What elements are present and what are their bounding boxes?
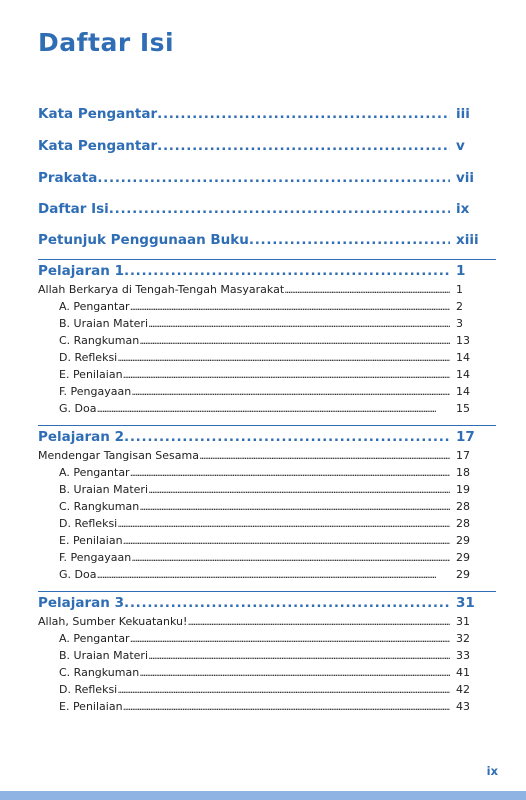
toc-entry-page: 18 bbox=[456, 466, 470, 479]
toc-entry-label: C. Rangkuman bbox=[59, 666, 140, 679]
toc-entry-page: 29 bbox=[456, 551, 470, 564]
toc-entry-label: Petunjuk Penggunaan Buku bbox=[38, 232, 249, 248]
toc-subentry[interactable] bbox=[38, 483, 496, 496]
toc-entry-page: 14 bbox=[456, 351, 470, 364]
page-number: ix bbox=[486, 764, 498, 778]
dot-leader bbox=[139, 500, 450, 513]
toc-lesson-1-subtitle[interactable] bbox=[38, 283, 496, 296]
toc-entry-page: 43 bbox=[456, 700, 470, 713]
dot-leader bbox=[117, 683, 450, 696]
toc-entry-page: iii bbox=[456, 106, 470, 122]
toc-entry-page: 31 bbox=[456, 615, 470, 628]
section-divider bbox=[38, 425, 496, 426]
dot-leader bbox=[117, 351, 450, 364]
dot-leader bbox=[139, 666, 450, 679]
toc-entry-label: Pelajaran 3 bbox=[38, 595, 124, 611]
dot-leader bbox=[131, 385, 450, 398]
toc-entry-label: E. Penilaian bbox=[59, 700, 123, 713]
toc-entry-label: Pelajaran 1 bbox=[38, 263, 124, 279]
toc-entry-page: 33 bbox=[456, 649, 470, 662]
toc-subentry[interactable] bbox=[38, 334, 496, 347]
toc-entry-page: 28 bbox=[456, 500, 470, 513]
toc-entry-page: vii bbox=[456, 170, 475, 186]
dot-leader bbox=[130, 466, 450, 479]
dot-leader bbox=[139, 334, 450, 347]
toc-entry-page: 2 bbox=[456, 300, 463, 313]
toc-entry-page: 15 bbox=[456, 402, 470, 415]
toc-entry-page: 28 bbox=[456, 517, 470, 530]
toc-entry-label: D. Refleksi bbox=[59, 351, 118, 364]
section-divider bbox=[38, 591, 496, 592]
toc-lesson-3[interactable] bbox=[38, 595, 496, 611]
toc-entry-label: D. Refleksi bbox=[59, 683, 118, 696]
toc-subentry[interactable] bbox=[38, 466, 496, 479]
toc-entry-label: C. Rangkuman bbox=[59, 500, 140, 513]
toc-entry-page: ix bbox=[456, 201, 470, 217]
toc-entry-kata-pengantar-2[interactable] bbox=[38, 138, 496, 154]
toc-subentry[interactable] bbox=[38, 385, 496, 398]
toc-entry-label: C. Rangkuman bbox=[59, 334, 140, 347]
dot-leader bbox=[96, 402, 450, 415]
section-divider bbox=[38, 259, 496, 260]
toc-entry-page: 14 bbox=[456, 368, 470, 381]
toc-subentry[interactable] bbox=[38, 402, 496, 415]
toc-entry-label: A. Pengantar bbox=[59, 466, 130, 479]
toc-entry-page: 31 bbox=[456, 595, 475, 611]
toc-entry-label: Kata Pengantar bbox=[38, 138, 158, 154]
dot-leader bbox=[249, 232, 450, 248]
toc-subentry[interactable] bbox=[38, 551, 496, 564]
dot-leader bbox=[97, 170, 450, 186]
toc-entry-page: 42 bbox=[456, 683, 470, 696]
dot-leader bbox=[124, 263, 450, 279]
dot-leader bbox=[131, 551, 450, 564]
toc-entry-label: E. Penilaian bbox=[59, 368, 123, 381]
toc-subentry[interactable] bbox=[38, 300, 496, 313]
toc-entry-label: Pelajaran 2 bbox=[38, 429, 124, 445]
toc-entry-page: 32 bbox=[456, 632, 470, 645]
toc-entry-label: D. Refleksi bbox=[59, 517, 118, 530]
footer-bar bbox=[0, 791, 526, 800]
toc-subentry[interactable] bbox=[38, 517, 496, 530]
toc-subentry[interactable] bbox=[38, 351, 496, 364]
dot-leader bbox=[157, 106, 450, 122]
dot-leader bbox=[124, 595, 450, 611]
toc-subentry[interactable] bbox=[38, 317, 496, 330]
toc-subentry[interactable] bbox=[38, 568, 496, 581]
dot-leader bbox=[148, 317, 450, 330]
toc-lesson-2-subtitle[interactable] bbox=[38, 449, 496, 462]
toc-entry-label: E. Penilaian bbox=[59, 534, 123, 547]
toc-entry-page: v bbox=[456, 138, 465, 154]
toc-entry-kata-pengantar-1[interactable] bbox=[38, 106, 496, 122]
toc-subentry[interactable] bbox=[38, 683, 496, 696]
toc-subentry[interactable] bbox=[38, 700, 496, 713]
dot-leader bbox=[124, 429, 450, 445]
toc-entry-label: Prakata bbox=[38, 170, 98, 186]
toc-entry-page: 19 bbox=[456, 483, 470, 496]
page-title: Daftar Isi bbox=[38, 28, 175, 57]
dot-leader bbox=[117, 517, 450, 530]
toc-entry-label: Allah, Sumber Kekuatanku! bbox=[38, 615, 188, 628]
toc-entry-prakata[interactable] bbox=[38, 170, 496, 186]
toc-subentry[interactable] bbox=[38, 649, 496, 662]
toc-entry-label: F. Pengayaan bbox=[59, 551, 132, 564]
toc-subentry[interactable] bbox=[38, 368, 496, 381]
toc-entry-label: F. Pengayaan bbox=[59, 385, 132, 398]
toc-subentry[interactable] bbox=[38, 534, 496, 547]
toc-entry-page: 1 bbox=[456, 263, 466, 279]
toc-entry-page: 17 bbox=[456, 449, 470, 462]
toc-entry-label: Allah Berkarya di Tengah-Tengah Masyarakat bbox=[38, 283, 285, 296]
toc-lesson-1[interactable] bbox=[38, 263, 496, 279]
toc-entry-page: 29 bbox=[456, 534, 470, 547]
toc-entry-label: G. Doa bbox=[59, 402, 97, 415]
toc-entry-label: A. Pengantar bbox=[59, 632, 130, 645]
toc-entry-page: xiii bbox=[456, 232, 479, 248]
dot-leader bbox=[123, 534, 450, 547]
toc-lesson-3-subtitle[interactable] bbox=[38, 615, 496, 628]
toc-subentry[interactable] bbox=[38, 666, 496, 679]
toc-entry-label: A. Pengantar bbox=[59, 300, 130, 313]
dot-leader bbox=[96, 568, 450, 581]
dot-leader bbox=[199, 449, 450, 462]
toc-entry-label: Kata Pengantar bbox=[38, 106, 158, 122]
dot-leader bbox=[148, 649, 450, 662]
toc-entry-label: B. Uraian Materi bbox=[59, 649, 149, 662]
dot-leader bbox=[284, 283, 450, 296]
toc-entry-petunjuk[interactable] bbox=[38, 232, 496, 248]
toc-entry-label: B. Uraian Materi bbox=[59, 317, 149, 330]
dot-leader bbox=[109, 201, 450, 217]
toc-entry-page: 1 bbox=[456, 283, 463, 296]
toc-entry-label: B. Uraian Materi bbox=[59, 483, 149, 496]
toc-entry-label: G. Doa bbox=[59, 568, 97, 581]
toc-entry-page: 29 bbox=[456, 568, 470, 581]
toc-lesson-2[interactable] bbox=[38, 429, 496, 445]
dot-leader bbox=[187, 615, 450, 628]
dot-leader bbox=[130, 632, 450, 645]
dot-leader bbox=[157, 138, 450, 154]
toc-entry-page: 3 bbox=[456, 317, 463, 330]
toc-subentry[interactable] bbox=[38, 500, 496, 513]
toc-entry-label: Daftar Isi bbox=[38, 201, 109, 217]
toc-entry-page: 14 bbox=[456, 385, 470, 398]
toc-subentry[interactable] bbox=[38, 632, 496, 645]
dot-leader bbox=[148, 483, 450, 496]
dot-leader bbox=[123, 700, 450, 713]
toc-entry-daftar-isi[interactable] bbox=[38, 201, 496, 217]
toc-entry-page: 13 bbox=[456, 334, 470, 347]
dot-leader bbox=[123, 368, 450, 381]
toc-entry-page: 17 bbox=[456, 429, 475, 445]
toc-entry-label: Mendengar Tangisan Sesama bbox=[38, 449, 199, 462]
dot-leader bbox=[130, 300, 450, 313]
toc-entry-page: 41 bbox=[456, 666, 470, 679]
